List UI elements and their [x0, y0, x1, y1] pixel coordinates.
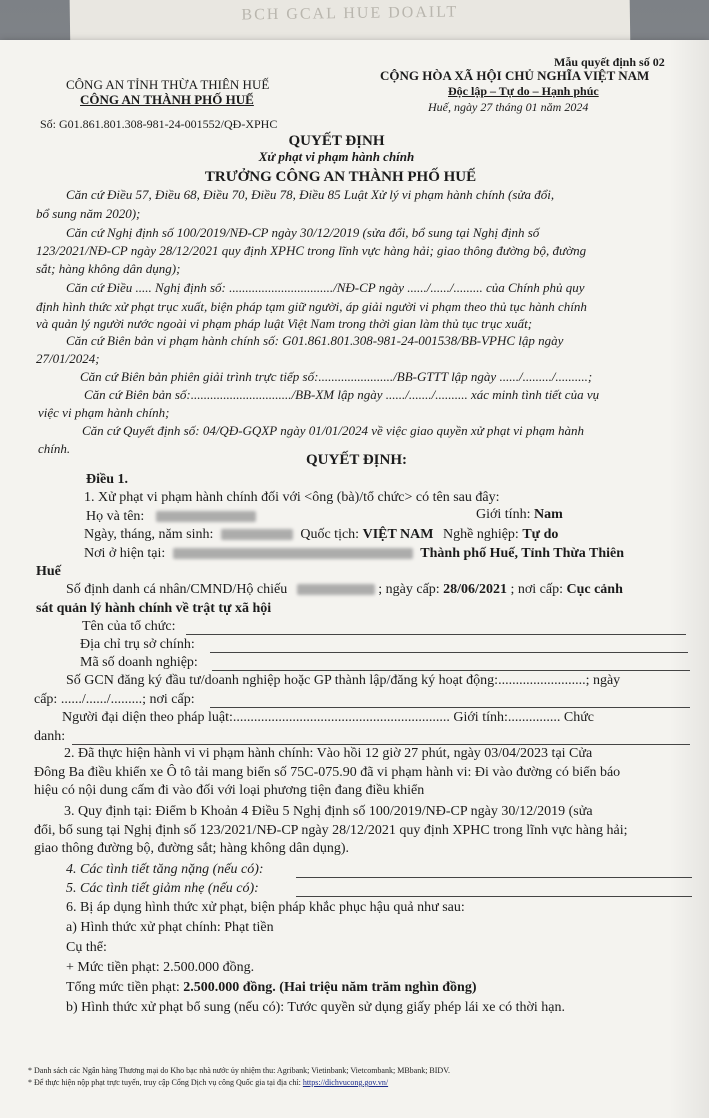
item-3-line: giao thông đường bộ, đường sắt; hàng không dân dụng). [34, 841, 350, 856]
nationality-value: VIỆT NAM [362, 527, 434, 542]
decision-heading: QUYẾT ĐỊNH: [306, 452, 407, 468]
address-row [84, 546, 624, 562]
item-6a: a) Hình thức xử phạt chính: Phạt tiền [66, 920, 274, 935]
gender-label: Giới tính: [476, 507, 531, 522]
org-title-label: danh: [34, 729, 66, 744]
redacted-name [156, 511, 256, 522]
address-continued: Huế [36, 564, 61, 579]
total-fine-row [66, 980, 476, 996]
previous-page-edge: BCH GCAL HUE DOAILT [70, 0, 631, 58]
redacted-dob [221, 529, 293, 540]
org-name-label: Tên của tổ chức: [82, 619, 176, 634]
document-subtitle: Xử phạt vi phạm hành chính [258, 149, 415, 164]
preamble-line: 27/01/2024; [36, 351, 100, 366]
preamble-line: Căn cứ Điều 57, Điều 68, Điều 70, Điều 78, Điều 85 Luật Xử lý vi phạm hành chính (sửa đổi, [66, 187, 555, 202]
name-label: Họ và tên: [86, 509, 145, 524]
total-fine-value: 2.500.000 đồng. (Hai triệu năm trăm nghìn đồng) [183, 980, 477, 995]
preamble-line: Căn cứ Biên bản phiên giải trình trực tiếp số:......................./BB-GTTT lập ngày ....../........./..........; [80, 369, 593, 384]
preamble-line: chính. [38, 441, 71, 456]
address-city: Thành phố Huế, Tỉnh Thừa Thiên [420, 546, 625, 561]
fill-line [210, 707, 690, 708]
footnote-banks: * Danh sách các Ngân hàng Thương mại do Kho bạc nhà nước ủy nhiệm thu: Agribank; Vietinbank; Vietcombank; MBbank; BIDV. [28, 1066, 450, 1075]
id-place-part2: sát quản lý hành chính về trật tự xã hội [36, 601, 272, 616]
nation-motto: Độc lập – Tự do – Hạnh phúc [448, 84, 599, 98]
item-2-line: hiệu có nội dung cấm đi vào đối với loại phương tiện đang điều khiển [34, 783, 425, 798]
nation-name: CỘNG HÒA XÃ HỘI CHỦ NGHĨA VIỆT NAM [380, 68, 650, 83]
dob-row [84, 527, 558, 543]
document-number: Số: G01.861.801.308-981-24-001552/QĐ-XPHC [40, 117, 278, 131]
fill-line [296, 896, 692, 897]
item-4: 4. Các tình tiết tăng nặng (nếu có): [66, 862, 264, 877]
gender-row [476, 507, 563, 523]
preamble-line: và quản lý người nước ngoài vi phạm pháp luật Việt Nam trong thời gian làm thủ tục trục xuất; [36, 316, 533, 331]
redacted-address [173, 548, 413, 559]
fill-line [210, 652, 688, 653]
agency-parent: CÔNG AN TỈNH THỪA THIÊN HUẾ [66, 77, 270, 92]
preamble-line: 123/2021/NĐ-CP ngày 28/12/2021 quy định XPHC trong lĩnh vực hàng hải; giao thông đường bộ, đường [36, 243, 587, 258]
paper-shadow [669, 40, 709, 1118]
fill-line [186, 634, 686, 635]
item-6b: b) Hình thức xử phạt bổ sung (nếu có): Tước quyền sử dụng giấy phép lái xe có thời hạn. [66, 1000, 566, 1015]
item-3-line: 3. Quy định tại: Điểm b Khoản 4 Điều 5 Nghị định số 100/2019/NĐ-CP ngày 30/12/2019 (sửa [64, 804, 593, 819]
item-2-line: Đông Ba điều khiển xe Ô tô tải mang biển số 75C-075.90 đã vi phạm hành vi: Đi vào đường có biển báo [34, 765, 621, 780]
footnote-online [28, 1078, 388, 1087]
preamble-line: việc vi phạm hành chính; [38, 405, 170, 420]
agency-unit: CÔNG AN THÀNH PHỐ HUẾ [80, 92, 254, 107]
fill-line [212, 670, 690, 671]
preamble-line: bổ sung năm 2020); [36, 206, 141, 221]
redacted-id [297, 584, 375, 595]
total-fine-label: Tổng mức tiền phạt: [66, 980, 180, 995]
org-address-label: Địa chỉ trụ sở chính: [80, 637, 195, 652]
item-1: 1. Xử phạt vi phạm hành chính đối với <ông (bà)/tổ chức> có tên sau đây: [84, 490, 500, 505]
item-2-line: 2. Đã thực hiện hành vi vi phạm hành chính: Vào hồi 12 giờ 27 phút, ngày 03/04/2023 tại Cửa [64, 746, 593, 761]
preamble-line: định hình thức xử phạt trục xuất, biện pháp tạm giữ người, áp giải người vi phạm theo thủ tục hành chính [36, 299, 587, 314]
id-place-part1: Cục cảnh [566, 582, 623, 597]
id-row [66, 582, 623, 598]
name-row [86, 509, 256, 525]
job-label: Nghề nghiệp: [443, 527, 519, 542]
preamble-line: Căn cứ Quyết định số: 04/QĐ-GQXP ngày 01/01/2024 về việc giao quyền xử phạt vi phạm hành [82, 423, 585, 438]
issuer: TRƯỞNG CÔNG AN THÀNH PHỐ HUẾ [204, 169, 477, 185]
item-6a-detail: Cụ thể: [66, 940, 107, 955]
fill-line [72, 744, 690, 745]
item-3-line: đổi, bổ sung tại Nghị định số 123/2021/NĐ-CP ngày 28/12/2021 quy định XPHC trong lĩnh vực hàng hải; [34, 823, 628, 838]
id-issue-date: 28/06/2021 [443, 582, 507, 597]
preamble-line: Căn cứ Biên bản vi phạm hành chính số: G01.861.801.308-981-24-001538/BB-VPHC lập ngày [66, 333, 564, 348]
item-5: 5. Các tình tiết giảm nhẹ (nếu có): [66, 881, 259, 896]
job-value: Tự do [522, 527, 559, 542]
preamble-line: Căn cứ Biên bản số:.............................../BB-XM lập ngày ....../......./.......... xác minh tình tiết của vụ [84, 387, 600, 402]
org-gcn-label: Số GCN đăng ký đầu tư/doanh nghiệp hoặc GP thành lập/đăng ký hoạt động:.........................; ngày [66, 673, 621, 688]
fine-amount: + Mức tiền phạt: 2.500.000 đồng. [66, 960, 255, 975]
fill-line [296, 877, 692, 878]
footnote-link[interactable]: https://dichvucong.gov.vn/ [302, 1078, 389, 1087]
document-title: QUYẾT ĐỊNH [288, 133, 385, 149]
preamble-line: Căn cứ Điều ..... Nghị định số: ................................/NĐ-CP ngày ....../....../......... của Chính phủ quy [66, 280, 585, 295]
nationality-label: Quốc tịch: [300, 527, 360, 542]
id-issue-label: ; ngày cấp: [378, 582, 440, 597]
id-label: Số định danh cá nhân/CMND/Hộ chiếu [66, 582, 288, 597]
org-tax-label: Mã số doanh nghiệp: [80, 655, 198, 670]
article-1: Điều 1. [86, 472, 128, 487]
form-number: Mẫu quyết định số 02 [554, 55, 665, 69]
preamble-line: Căn cứ Nghị định số 100/2019/NĐ-CP ngày 30/12/2019 (sửa đổi, bổ sung tại Nghị định số [66, 225, 540, 240]
dob-label: Ngày, tháng, năm sinh: [84, 527, 214, 542]
address-label: Nơi ở hiện tại: [84, 546, 166, 561]
footnote-online-text: * Để thực hiện nộp phạt trực tuyến, truy cập Cổng Dịch vụ công Quốc gia tại địa chỉ: [28, 1078, 301, 1087]
org-gcn-continued: cấp: ....../....../.........; nơi cấp: [34, 692, 195, 707]
preamble-line: sắt; hàng không dân dụng); [36, 261, 181, 276]
item-6: 6. Bị áp dụng hình thức xử phạt, biện pháp khắc phục hậu quả như sau: [66, 900, 465, 915]
id-place-label: ; nơi cấp: [510, 582, 563, 597]
org-representative: Người đại diện theo pháp luật:.............................................................. Giới tính:............... Chức [62, 710, 594, 725]
place-date: Huế, ngày 27 tháng 01 năm 2024 [428, 100, 589, 114]
gender-value: Nam [533, 507, 563, 522]
